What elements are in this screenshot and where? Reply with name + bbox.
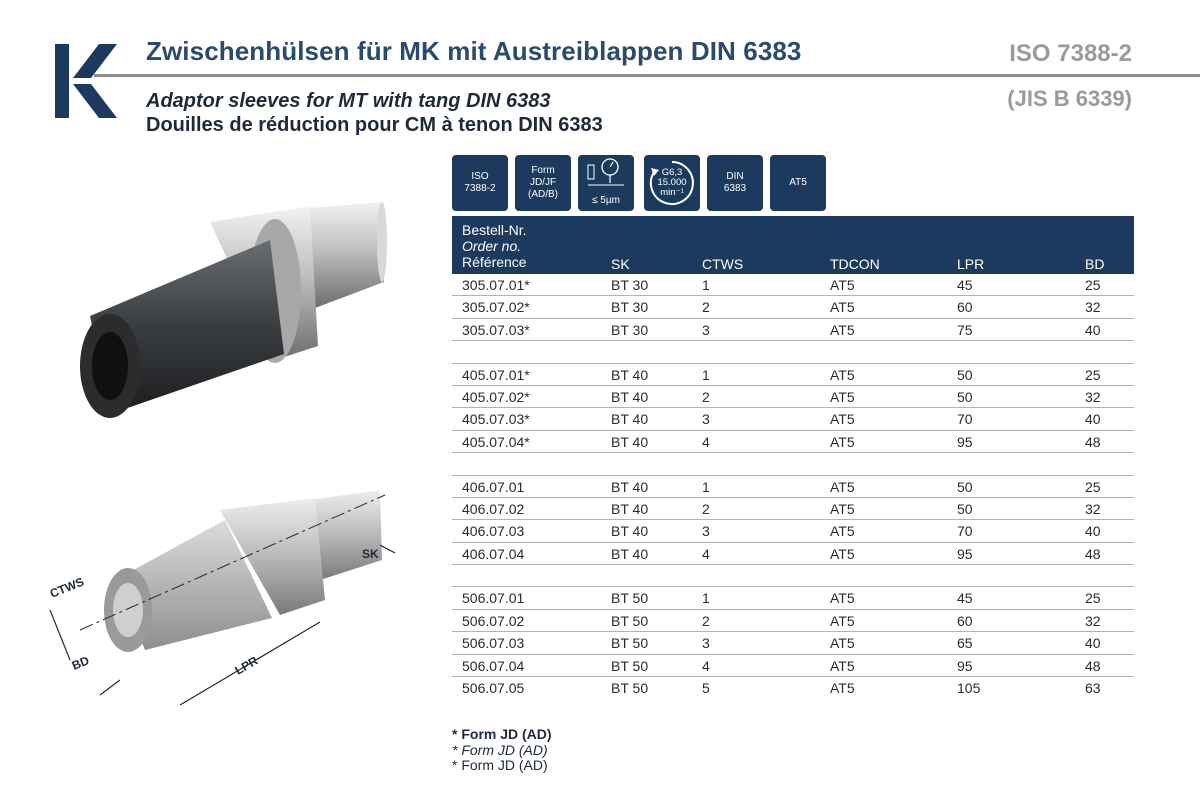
- table-row: [452, 610, 1134, 632]
- cell-order-no: 406.07.01: [462, 478, 525, 495]
- table-row: [452, 296, 1134, 318]
- cell-tdcon: AT5: [830, 299, 855, 316]
- badge-balance: [644, 155, 700, 211]
- badge-runout: [578, 155, 634, 211]
- cell-tdcon: AT5: [830, 635, 855, 652]
- standard-jis: (JIS B 6339): [1007, 86, 1132, 111]
- cell-ctws: 5: [702, 680, 710, 697]
- cell-ctws: 1: [702, 478, 710, 495]
- cell-ctws: 4: [702, 657, 710, 674]
- cell-sk: BT 50: [611, 657, 649, 674]
- badge-form-line1: Form: [531, 165, 555, 176]
- cell-sk: BT 30: [611, 321, 649, 338]
- badge-form-line3: (AD/B): [528, 189, 558, 200]
- cell-lpr: 95: [957, 545, 973, 562]
- cell-bd: 48: [1085, 657, 1101, 674]
- cell-order-no: 506.07.01: [462, 590, 525, 607]
- cell-sk: BT 50: [611, 612, 649, 629]
- title-english: Adaptor sleeves for MT with tang DIN 6383: [146, 90, 551, 112]
- cell-bd: 40: [1085, 635, 1101, 652]
- cell-bd: 32: [1085, 388, 1101, 405]
- cell-ctws: 3: [702, 523, 710, 540]
- cell-bd: 40: [1085, 321, 1101, 338]
- cell-order-no: 305.07.01*: [462, 277, 530, 293]
- cell-sk: BT 40: [611, 523, 649, 540]
- cell-lpr: 50: [957, 500, 973, 517]
- footnotes: [452, 727, 552, 774]
- header-order-en: Order no.: [462, 238, 522, 254]
- badge-runout-label: ≤ 5µm: [592, 195, 620, 206]
- cell-sk: BT 40: [611, 478, 649, 495]
- badge-form-line2: JD/JF: [529, 177, 557, 188]
- cell-order-no: 405.07.01*: [462, 366, 530, 383]
- badge-din: [707, 155, 763, 211]
- table-row: [452, 274, 1134, 296]
- badge-balance-line2: 15.000: [657, 177, 687, 188]
- table-row: [452, 386, 1134, 408]
- cell-lpr: 60: [957, 299, 973, 316]
- cell-lpr: 50: [957, 388, 973, 405]
- cell-bd: 32: [1085, 500, 1101, 517]
- cell-lpr: 70: [957, 411, 973, 428]
- group-spacer: [452, 453, 1134, 475]
- cell-tdcon: AT5: [830, 433, 855, 450]
- table-row: [452, 364, 1134, 386]
- header-bd: BD: [1085, 256, 1105, 272]
- footnote-de: * Form JD (AD): [452, 726, 552, 742]
- cell-sk: BT 40: [611, 388, 649, 405]
- badge-din-line1: DIN: [726, 171, 744, 182]
- table-row: [452, 632, 1134, 654]
- cell-lpr: 45: [957, 277, 973, 293]
- k-logo-icon: [55, 44, 117, 118]
- header-ctws: CTWS: [702, 256, 744, 272]
- cell-sk: BT 50: [611, 635, 649, 652]
- group-spacer: [452, 565, 1134, 587]
- badge-balance-line1: G6,3: [661, 167, 683, 178]
- cell-tdcon: AT5: [830, 321, 855, 338]
- title-french: Douilles de réduction pour CM à tenon DIN 6383: [146, 114, 603, 136]
- dim-ctws-label: CTWS: [47, 574, 86, 601]
- table-row: [452, 319, 1134, 341]
- cell-lpr: 75: [957, 321, 973, 338]
- table-row: [452, 543, 1134, 565]
- cell-sk: BT 40: [611, 411, 649, 428]
- cell-tdcon: AT5: [830, 523, 855, 540]
- cell-ctws: 4: [702, 433, 710, 450]
- cell-bd: 25: [1085, 366, 1101, 383]
- cell-lpr: 95: [957, 433, 973, 450]
- badge-balance-line3: min⁻¹: [660, 187, 684, 198]
- cell-bd: 48: [1085, 545, 1101, 562]
- cell-lpr: 95: [957, 657, 973, 674]
- cell-bd: 25: [1085, 277, 1101, 293]
- cell-tdcon: AT5: [830, 411, 855, 428]
- cell-ctws: 1: [702, 590, 710, 607]
- table-row: [452, 498, 1134, 520]
- cell-bd: 40: [1085, 411, 1101, 428]
- cell-ctws: 1: [702, 277, 710, 293]
- badge-form: [515, 155, 571, 211]
- cell-lpr: 60: [957, 612, 973, 629]
- cell-ctws: 3: [702, 635, 710, 652]
- table-row: [452, 408, 1134, 430]
- cell-bd: 25: [1085, 478, 1101, 495]
- cell-ctws: 4: [702, 545, 710, 562]
- table-row: [452, 587, 1134, 609]
- cell-ctws: 3: [702, 411, 710, 428]
- dim-bd-label: BD: [69, 653, 92, 673]
- standard-iso: ISO 7388-2: [1009, 40, 1132, 67]
- cell-ctws: 2: [702, 612, 710, 629]
- title-german: Zwischenhülsen für MK mit Austreiblappen DIN 6383: [146, 36, 802, 66]
- cell-bd: 63: [1085, 680, 1101, 697]
- cell-tdcon: AT5: [830, 657, 855, 674]
- cell-bd: 40: [1085, 523, 1101, 540]
- cell-order-no: 305.07.03*: [462, 321, 530, 338]
- technical-drawing: [40, 470, 410, 720]
- cell-tdcon: AT5: [830, 500, 855, 517]
- cell-tdcon: AT5: [830, 680, 855, 697]
- cell-tdcon: AT5: [830, 612, 855, 629]
- cell-ctws: 2: [702, 388, 710, 405]
- cell-order-no: 406.07.02: [462, 500, 525, 517]
- cell-sk: BT 40: [611, 500, 649, 517]
- cell-lpr: 50: [957, 366, 973, 383]
- cell-lpr: 50: [957, 478, 973, 495]
- badge-iso: [452, 155, 508, 211]
- table-header: [452, 216, 1134, 274]
- cell-order-no: 405.07.03*: [462, 411, 530, 428]
- cell-tdcon: AT5: [830, 277, 855, 293]
- badge-iso-line1: ISO: [471, 171, 489, 182]
- cell-order-no: 406.07.04: [462, 545, 525, 562]
- cell-sk: BT 30: [611, 299, 649, 316]
- cell-sk: BT 30: [611, 277, 649, 293]
- cell-bd: 32: [1085, 612, 1101, 629]
- cell-bd: 32: [1085, 299, 1101, 316]
- cell-tdcon: AT5: [830, 388, 855, 405]
- cell-lpr: 70: [957, 523, 973, 540]
- cell-lpr: 105: [957, 680, 981, 697]
- product-table: [452, 216, 1134, 699]
- badge-at5: [770, 155, 826, 211]
- footnote-en: * Form JD (AD): [452, 741, 548, 758]
- cell-tdcon: AT5: [830, 366, 855, 383]
- runout-gauge-icon: [584, 157, 628, 187]
- cell-tdcon: AT5: [830, 478, 855, 495]
- cell-lpr: 65: [957, 635, 973, 652]
- table-row: [452, 655, 1134, 677]
- header-order-no: [462, 222, 527, 270]
- cell-order-no: 406.07.03: [462, 523, 525, 540]
- cell-order-no: 506.07.04: [462, 657, 525, 674]
- product-photo: [70, 196, 400, 426]
- cell-ctws: 2: [702, 299, 710, 316]
- dim-lpr-label: LPR: [232, 653, 261, 678]
- badge-din-line2: 6383: [723, 183, 747, 194]
- cell-sk: BT 50: [611, 680, 649, 697]
- cell-order-no: 506.07.03: [462, 635, 525, 652]
- cell-ctws: 2: [702, 500, 710, 517]
- cell-order-no: 405.07.02*: [462, 388, 530, 405]
- table-body: [452, 274, 1134, 699]
- cell-sk: BT 40: [611, 366, 649, 383]
- cell-sk: BT 50: [611, 590, 649, 607]
- cell-order-no: 305.07.02*: [462, 299, 530, 316]
- cell-tdcon: AT5: [830, 590, 855, 607]
- cell-order-no: 405.07.04*: [462, 433, 530, 450]
- header-sk: SK: [611, 256, 630, 272]
- badge-at5-label: AT5: [789, 177, 807, 188]
- header-order-de: Bestell-Nr.: [462, 222, 527, 238]
- cell-sk: BT 40: [611, 433, 649, 450]
- table-row: [452, 476, 1134, 498]
- header-tdcon: TDCON: [830, 256, 880, 272]
- header-rule: [94, 74, 1200, 77]
- dim-sk-label: SK: [362, 547, 379, 561]
- cell-bd: 48: [1085, 433, 1101, 450]
- cell-tdcon: AT5: [830, 545, 855, 562]
- cell-ctws: 3: [702, 321, 710, 338]
- cell-bd: 25: [1085, 590, 1101, 607]
- footnote-fr: * Form JD (AD): [452, 757, 548, 773]
- cell-sk: BT 40: [611, 545, 649, 562]
- cell-order-no: 506.07.05: [462, 680, 525, 697]
- cell-lpr: 45: [957, 590, 973, 607]
- cell-order-no: 506.07.02: [462, 612, 525, 629]
- badge-iso-line2: 7388-2: [464, 183, 496, 194]
- header-order-fr: Référence: [462, 254, 527, 270]
- table-row: [452, 677, 1134, 699]
- table-row: [452, 431, 1134, 453]
- header-lpr: LPR: [957, 256, 985, 272]
- table-row: [452, 520, 1134, 542]
- group-spacer: [452, 341, 1134, 363]
- cell-ctws: 1: [702, 366, 710, 383]
